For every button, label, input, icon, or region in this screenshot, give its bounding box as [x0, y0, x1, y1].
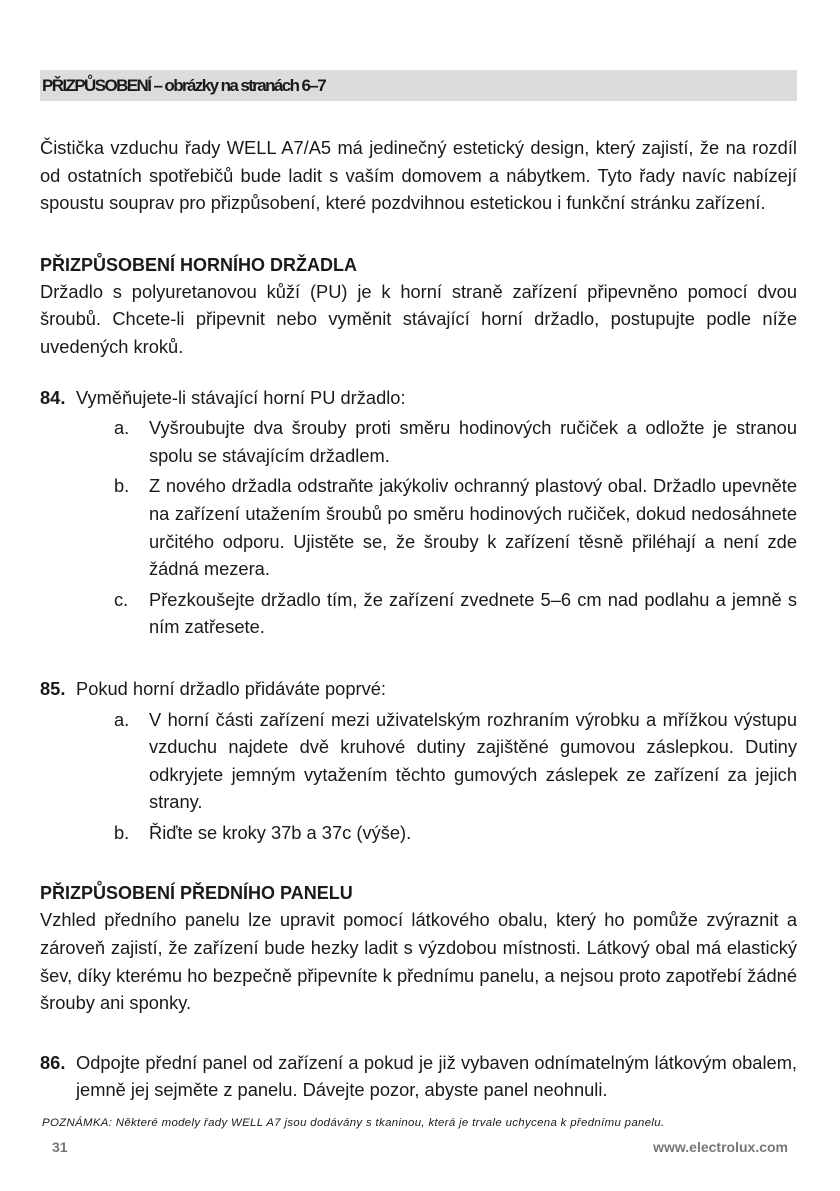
step-84: [40, 384, 797, 412]
website-link[interactable]: www.electrolux.com: [653, 1139, 788, 1155]
item-text: Z nového držadla odstraňte jakýkoliv ochranný plastový obal. Držadlo upevněte na zařízení utažením šroubů po směru hodinových ručiček, dokud nedosáhnete určitého odporu. Ujistěte se, že šrouby k zařízení těsně přiléhají a není zde žádná mezera.: [149, 475, 797, 580]
step-number: 84.: [40, 386, 66, 408]
intro-paragraph: Čistička vzduchu řady WELL A7/A5 má jedinečný estetický design, který zajistí, že na rozdíl od ostatních spotřebičů bude ladit s vaším domovem a nábytkem. Tyto řady navíc nabízejí spoustu souprav pro přizpůsobení, které pozdvihnou estetickou i funkční stránku zařízení.: [40, 137, 797, 214]
step-85a: [40, 706, 797, 816]
front-panel-heading: PŘIZPŮSOBENÍ PŘEDNÍHO PANELU: [40, 883, 353, 904]
step-number: 86.: [40, 1051, 66, 1073]
front-panel-paragraph: Vzhled předního panelu lze upravit pomocí látkového obalu, který ho pomůže zvýraznit a zároveň zajistí, že zařízení bude hezky ladit s výzdobou místnosti. Látkový obal má elastický šev, díky kterému ho bezpečně připevníte k přednímu panelu, a nejsou proto zapotřebí žádné šrouby ani sponky.: [40, 909, 797, 1014]
page-content: [40, 70, 797, 1104]
item-letter: b.: [114, 475, 130, 497]
item-text: Přezkoušejte držadlo tím, že zařízení zvednete 5–6 cm nad podlahu a jemně s ním zatřesete.: [149, 588, 797, 638]
step-84a: [40, 414, 797, 469]
step-85b: [40, 819, 797, 847]
item-letter: a.: [114, 417, 130, 439]
step-text: Vyměňujete-li stávající horní PU držadlo:: [76, 386, 406, 408]
step-text: Odpojte přední panel od zařízení a pokud je již vybaven odnímatelným látkovým obalem, jemně jej sejměte z panelu. Dávejte pozor, abyste panel neohnuli.: [76, 1051, 797, 1101]
handle-paragraph: Držadlo s polyuretanovou kůží (PU) je k horní straně zařízení připevněno pomocí dvou šroubů. Chcete-li připevnit nebo vyměnit stávající horní držadlo, postupujte podle níže uvedených kroků.: [40, 280, 797, 357]
note: POZNÁMKA: Některé modely řady WELL A7 jsou dodávány s tkaninou, která je trvale uchycena k přednímu panelu.: [42, 1117, 665, 1129]
step-84c: [40, 586, 797, 641]
item-letter: b.: [114, 821, 130, 843]
item-letter: c.: [114, 588, 129, 610]
item-text: V horní části zařízení mezi uživatelským rozhraním výrobku a mřížkou výstupu vzduchu najdete dvě kruhové dutiny zajištěné gumovou záslepkou. Dutiny odkryjete jemným vytažením těchto gumových záslepek ze zařízení za jejich strany.: [149, 708, 797, 813]
step-number: 85.: [40, 677, 66, 699]
item-text: Řiďte se kroky 37b a 37c (výše).: [149, 821, 412, 843]
step-84b: [40, 472, 797, 582]
step-86: [40, 1049, 797, 1104]
item-letter: a.: [114, 708, 130, 730]
step-text: Pokud horní držadlo přidáváte poprvé:: [76, 677, 386, 699]
handle-heading: PŘIZPŮSOBENÍ HORNÍHO DRŽADLA: [40, 254, 358, 275]
section-title: PŘIZPŮSOBENÍ – obrázky na stranách 6–7: [40, 70, 797, 101]
item-text: Vyšroubujte dva šrouby proti směru hodinových ručiček a odložte je stranou spolu se stávajícím držadlem.: [149, 417, 797, 466]
page-number: 31: [52, 1139, 68, 1155]
step-85: [40, 675, 797, 703]
